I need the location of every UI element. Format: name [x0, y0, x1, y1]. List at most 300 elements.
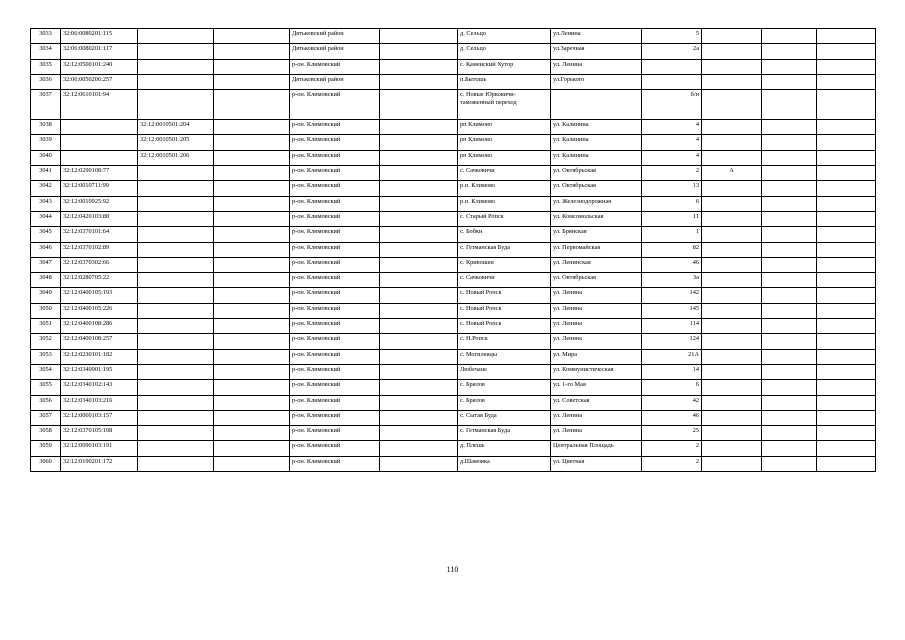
cell-cadastral-number-2 [138, 44, 214, 59]
cell-number: 3052 [31, 334, 61, 349]
cell-settlement: п.Бытошь [458, 74, 551, 89]
cell-letter [702, 59, 762, 74]
cell-street: ул. Железнодорожная [551, 196, 642, 211]
cell-cadastral-number: 32:12:0340102:143 [61, 380, 138, 395]
table-row [31, 319, 876, 334]
cell-cadastral-number-2 [138, 441, 214, 456]
register-rows [31, 29, 876, 472]
cell-street: ул. Цветная [551, 456, 642, 471]
cell-letter [702, 273, 762, 288]
table-row [31, 29, 876, 44]
cell-empty [214, 181, 290, 196]
cell-empty [214, 410, 290, 425]
cell-cadastral-number-2 [138, 410, 214, 425]
cell-street: ул. Ленина [551, 288, 642, 303]
cell-empty [380, 90, 458, 120]
table-row [31, 426, 876, 441]
cell-letter [702, 319, 762, 334]
cell-empty [380, 59, 458, 74]
table-row [31, 456, 876, 471]
cell-empty [380, 410, 458, 425]
cell-empty [762, 395, 817, 410]
cell-letter [702, 257, 762, 272]
cell-house: 2а [642, 44, 702, 59]
cell-empty [817, 150, 876, 165]
cell-settlement: Любечане [458, 364, 551, 379]
cell-empty [214, 135, 290, 150]
cell-number: 3050 [31, 303, 61, 318]
cell-settlement: с. Новый Ропск [458, 303, 551, 318]
cell-number: 3038 [31, 120, 61, 135]
cell-empty [762, 120, 817, 135]
cell-number: 3060 [31, 456, 61, 471]
cell-cadastral-number-2 [138, 319, 214, 334]
cell-cadastral-number-2 [138, 257, 214, 272]
cell-district: р-он. Климовский [290, 441, 380, 456]
table-row [31, 44, 876, 59]
cell-letter [702, 181, 762, 196]
cell-number: 3055 [31, 380, 61, 395]
cell-cadastral-number: 32:12:0370105:108 [61, 426, 138, 441]
cell-empty [380, 166, 458, 181]
table-row [31, 196, 876, 211]
cell-cadastral-number: 32:12:0400108:257 [61, 334, 138, 349]
cell-street: ул.Горького [551, 74, 642, 89]
cell-letter [702, 349, 762, 364]
table-row [31, 211, 876, 226]
cell-cadastral-number: 32:12:0340901:195 [61, 364, 138, 379]
cell-empty [817, 288, 876, 303]
cell-empty [214, 303, 290, 318]
cell-settlement: с. Брялов [458, 380, 551, 395]
cell-street: ул. Ленина [551, 334, 642, 349]
cell-street: ул. Ленинская [551, 257, 642, 272]
cell-house: 46 [642, 257, 702, 272]
cell-empty [380, 211, 458, 226]
cell-settlement: д. Плешь [458, 441, 551, 456]
cell-letter [702, 380, 762, 395]
cell-empty [762, 227, 817, 242]
table-row [31, 74, 876, 89]
cell-number: 3033 [31, 29, 61, 44]
cell-empty [817, 349, 876, 364]
cell-street: ул. Брянская [551, 227, 642, 242]
table-row [31, 227, 876, 242]
cell-cadastral-number-2 [138, 288, 214, 303]
table-row [31, 364, 876, 379]
cell-street: Центральная Площадь [551, 441, 642, 456]
cell-number: 3049 [31, 288, 61, 303]
cell-empty [214, 196, 290, 211]
cell-letter [702, 395, 762, 410]
cell-number: 3057 [31, 410, 61, 425]
cell-house: 4 [642, 135, 702, 150]
cell-empty [214, 150, 290, 165]
cell-district: р-он. Климовский [290, 364, 380, 379]
cell-empty [762, 59, 817, 74]
cell-empty [214, 120, 290, 135]
cell-district: р-он. Климовский [290, 319, 380, 334]
cell-empty [762, 273, 817, 288]
cell-cadastral-number-2 [138, 227, 214, 242]
cell-house: 124 [642, 334, 702, 349]
cell-empty [817, 319, 876, 334]
cell-settlement: д.Шамовка [458, 456, 551, 471]
cell-cadastral-number [61, 150, 138, 165]
cell-settlement: с. Могилевцы [458, 349, 551, 364]
cell-empty [380, 380, 458, 395]
cell-settlement: с. Каменский Хутор [458, 59, 551, 74]
cell-district: р-он. Климовский [290, 273, 380, 288]
cell-letter [702, 44, 762, 59]
cell-empty [214, 456, 290, 471]
cell-street: ул. Октябрьская [551, 273, 642, 288]
cell-street: ул. Ленина [551, 410, 642, 425]
cell-cadastral-number-2 [138, 380, 214, 395]
cell-empty [214, 364, 290, 379]
cell-house: 6 [642, 196, 702, 211]
cell-empty [762, 257, 817, 272]
cell-house: 2 [642, 166, 702, 181]
cell-settlement: с. Кривошеи [458, 257, 551, 272]
cell-district: Дятьковский район [290, 29, 380, 44]
cell-settlement: рп Климово [458, 150, 551, 165]
cell-house: 6 [642, 380, 702, 395]
cell-cadastral-number-2 [138, 303, 214, 318]
cell-settlement: с. Сачковичи [458, 273, 551, 288]
cell-empty [214, 166, 290, 181]
cell-empty [762, 334, 817, 349]
cell-empty [762, 288, 817, 303]
cell-settlement: рп Климово [458, 135, 551, 150]
cell-letter [702, 410, 762, 425]
cell-settlement: р.п. Климово [458, 181, 551, 196]
cell-cadastral-number-2 [138, 166, 214, 181]
cell-street: ул. Ленина [551, 319, 642, 334]
table-row [31, 303, 876, 318]
cell-empty [762, 74, 817, 89]
cell-letter [702, 242, 762, 257]
cell-empty [762, 410, 817, 425]
cell-empty [214, 242, 290, 257]
cell-district: р-он. Климовский [290, 242, 380, 257]
cell-letter [702, 227, 762, 242]
cell-cadastral-number: 32:06:0080201:117 [61, 44, 138, 59]
cell-district: р-он. Климовский [290, 90, 380, 120]
cell-district: р-он. Климовский [290, 410, 380, 425]
cell-cadastral-number: 32:12:0400108:286 [61, 319, 138, 334]
cell-house: 114 [642, 319, 702, 334]
cell-settlement: с. Сытая Буда [458, 410, 551, 425]
cell-number: 3035 [31, 59, 61, 74]
cell-number: 3056 [31, 395, 61, 410]
cell-letter [702, 135, 762, 150]
cell-empty [762, 166, 817, 181]
cell-empty [817, 395, 876, 410]
cell-cadastral-number: 32:12:0280705:22 [61, 273, 138, 288]
cell-cadastral-number: 32:12:0010925:92 [61, 196, 138, 211]
cell-house [642, 59, 702, 74]
cell-empty [817, 74, 876, 89]
cell-district: р-он. Климовский [290, 150, 380, 165]
cell-cadastral-number-2: 32:12:0010501:205 [138, 135, 214, 150]
cell-district: р-он. Климовский [290, 288, 380, 303]
cell-number: 3044 [31, 211, 61, 226]
cell-number: 3054 [31, 364, 61, 379]
cell-street: ул. Октябрьская [551, 166, 642, 181]
cell-empty [817, 242, 876, 257]
cell-empty [762, 242, 817, 257]
cell-empty [380, 257, 458, 272]
cell-settlement: с. Н.Ропск [458, 334, 551, 349]
cell-house [642, 74, 702, 89]
cell-cadastral-number: 32:12:0230101:182 [61, 349, 138, 364]
cell-empty [762, 303, 817, 318]
cell-settlement: с. Новый Ропск [458, 319, 551, 334]
cell-empty [817, 44, 876, 59]
cell-empty [762, 196, 817, 211]
cell-street: ул.Ленина [551, 29, 642, 44]
cell-empty [762, 426, 817, 441]
cell-empty [214, 426, 290, 441]
cell-number: 3040 [31, 150, 61, 165]
cell-cadastral-number-2: 32:12:0010501:206 [138, 150, 214, 165]
cell-cadastral-number-2 [138, 74, 214, 89]
cell-house: 82 [642, 242, 702, 257]
cell-empty [817, 120, 876, 135]
cell-settlement: с. Старый Ропск [458, 211, 551, 226]
cell-empty [380, 74, 458, 89]
cell-empty [817, 334, 876, 349]
cell-letter [702, 196, 762, 211]
cell-district: Дятьковский район [290, 44, 380, 59]
cell-street: ул. Комсомольская [551, 211, 642, 226]
cell-empty [214, 380, 290, 395]
cell-cadastral-number: 32:12:0090103:191 [61, 441, 138, 456]
cell-cadastral-number-2 [138, 349, 214, 364]
cell-cadastral-number: 32:06:0050206:257 [61, 74, 138, 89]
cell-street: ул. 1-го Мая [551, 380, 642, 395]
cell-district: р-он. Климовский [290, 135, 380, 150]
cell-empty [817, 211, 876, 226]
cell-number: 3053 [31, 349, 61, 364]
cell-empty [380, 319, 458, 334]
cell-empty [380, 242, 458, 257]
cell-district: р-он. Климовский [290, 257, 380, 272]
cell-letter [702, 90, 762, 120]
cell-empty [762, 319, 817, 334]
table-row [31, 150, 876, 165]
cell-cadastral-number: 32:06:0080201:115 [61, 29, 138, 44]
cell-letter [702, 288, 762, 303]
cell-empty [214, 29, 290, 44]
cell-district: р-он. Климовский [290, 349, 380, 364]
cell-empty [762, 441, 817, 456]
cell-street: ул. Ленина [551, 59, 642, 74]
cell-house: 4 [642, 150, 702, 165]
cell-empty [762, 29, 817, 44]
cell-letter [702, 211, 762, 226]
cell-empty [380, 364, 458, 379]
cell-empty [214, 395, 290, 410]
table-row [31, 242, 876, 257]
cell-letter [702, 456, 762, 471]
table-row [31, 273, 876, 288]
cell-cadastral-number-2 [138, 395, 214, 410]
cell-number: 3039 [31, 135, 61, 150]
cell-district: р-он. Климовский [290, 59, 380, 74]
cell-cadastral-number: 32:12:0400105:226 [61, 303, 138, 318]
cell-settlement: с. Сачковичи [458, 166, 551, 181]
cell-number: 3041 [31, 166, 61, 181]
cell-empty [380, 44, 458, 59]
cell-street: ул. Ленина [551, 426, 642, 441]
cell-letter [702, 29, 762, 44]
page-number: 110 [446, 565, 459, 574]
cell-number: 3034 [31, 44, 61, 59]
cell-empty [817, 196, 876, 211]
table-row [31, 410, 876, 425]
cell-district: р-он. Климовский [290, 196, 380, 211]
cell-letter [702, 150, 762, 165]
cell-letter [702, 120, 762, 135]
cell-house: 11 [642, 211, 702, 226]
cell-empty [762, 181, 817, 196]
cell-street: ул. Мира [551, 349, 642, 364]
cell-district: р-он. Климовский [290, 426, 380, 441]
cell-empty [214, 319, 290, 334]
cell-street: ул. Коммунистическая [551, 364, 642, 379]
cell-district: р-он. Климовский [290, 380, 380, 395]
cell-empty [817, 303, 876, 318]
cell-empty [817, 456, 876, 471]
table-row [31, 257, 876, 272]
cell-empty [762, 150, 817, 165]
cell-settlement: с. Новые Юрковичи-таможенный переход [458, 90, 551, 120]
cell-empty [380, 441, 458, 456]
cell-empty [817, 364, 876, 379]
cell-cadastral-number-2 [138, 273, 214, 288]
cell-number: 3043 [31, 196, 61, 211]
table-row [31, 288, 876, 303]
cell-cadastral-number-2 [138, 29, 214, 44]
cell-cadastral-number-2 [138, 59, 214, 74]
cell-number: 3037 [31, 90, 61, 120]
table-row [31, 166, 876, 181]
cell-empty [762, 349, 817, 364]
cell-cadastral-number: 32:12:0610101:94 [61, 90, 138, 120]
cell-letter [702, 334, 762, 349]
cell-cadastral-number: 32:12:0290108:77 [61, 166, 138, 181]
cell-house: 2 [642, 456, 702, 471]
cell-empty [214, 90, 290, 120]
cell-empty [214, 211, 290, 226]
cell-empty [380, 196, 458, 211]
cell-empty [817, 135, 876, 150]
table-row [31, 181, 876, 196]
cell-empty [214, 349, 290, 364]
cell-cadastral-number: 32:12:0340103:216 [61, 395, 138, 410]
cell-house: 42 [642, 395, 702, 410]
cell-house: 145 [642, 303, 702, 318]
table-row [31, 135, 876, 150]
cell-district: р-он. Климовский [290, 303, 380, 318]
cell-settlement: с. Брялов [458, 395, 551, 410]
cell-empty [214, 227, 290, 242]
cell-number: 3036 [31, 74, 61, 89]
cell-number: 3046 [31, 242, 61, 257]
cell-settlement: с. Гетманская Буда [458, 242, 551, 257]
cell-empty [817, 441, 876, 456]
cell-empty [380, 426, 458, 441]
cell-empty [380, 395, 458, 410]
cell-cadastral-number-2 [138, 196, 214, 211]
cell-cadastral-number: 32:12:0500101:240 [61, 59, 138, 74]
cell-house: 25 [642, 426, 702, 441]
cell-empty [762, 380, 817, 395]
cell-settlement: д. Сельцо [458, 29, 551, 44]
cell-cadastral-number-2 [138, 181, 214, 196]
cell-district: р-он. Климовский [290, 166, 380, 181]
cell-empty [817, 257, 876, 272]
cell-empty [380, 288, 458, 303]
cell-letter [702, 426, 762, 441]
cell-street: ул. Калинина [551, 120, 642, 135]
cell-number: 3045 [31, 227, 61, 242]
cell-empty [214, 334, 290, 349]
cell-street: ул. Ленина [551, 303, 642, 318]
cell-empty [214, 441, 290, 456]
cell-house: 5 [642, 29, 702, 44]
cell-number: 3051 [31, 319, 61, 334]
table-row [31, 120, 876, 135]
cell-street: ул. Калинина [551, 135, 642, 150]
cell-district: р-он. Климовский [290, 211, 380, 226]
cell-empty [380, 349, 458, 364]
cell-street: ул. Первомайская [551, 242, 642, 257]
cell-cadastral-number-2 [138, 334, 214, 349]
cell-house: 46 [642, 410, 702, 425]
cell-cadastral-number-2 [138, 456, 214, 471]
cell-empty [817, 59, 876, 74]
cell-empty [762, 44, 817, 59]
cell-district: р-он. Климовский [290, 395, 380, 410]
table-row [31, 395, 876, 410]
cell-letter [702, 303, 762, 318]
table-row [31, 334, 876, 349]
cell-empty [762, 364, 817, 379]
cell-house: 3а [642, 273, 702, 288]
table-row [31, 380, 876, 395]
cell-letter: А [702, 166, 762, 181]
cell-empty [380, 135, 458, 150]
table-row [31, 90, 876, 120]
cell-district: р-он. Климовский [290, 456, 380, 471]
cell-letter [702, 441, 762, 456]
cell-empty [214, 74, 290, 89]
cell-empty [817, 227, 876, 242]
cell-district: Дятьковский район [290, 74, 380, 89]
cell-empty [380, 150, 458, 165]
cell-settlement: р.п. Климово [458, 196, 551, 211]
cell-empty [214, 257, 290, 272]
cell-empty [214, 59, 290, 74]
table-row [31, 349, 876, 364]
cell-cadastral-number [61, 135, 138, 150]
cell-house: 21А [642, 349, 702, 364]
cell-empty [214, 44, 290, 59]
cell-street: ул. Калинина [551, 150, 642, 165]
